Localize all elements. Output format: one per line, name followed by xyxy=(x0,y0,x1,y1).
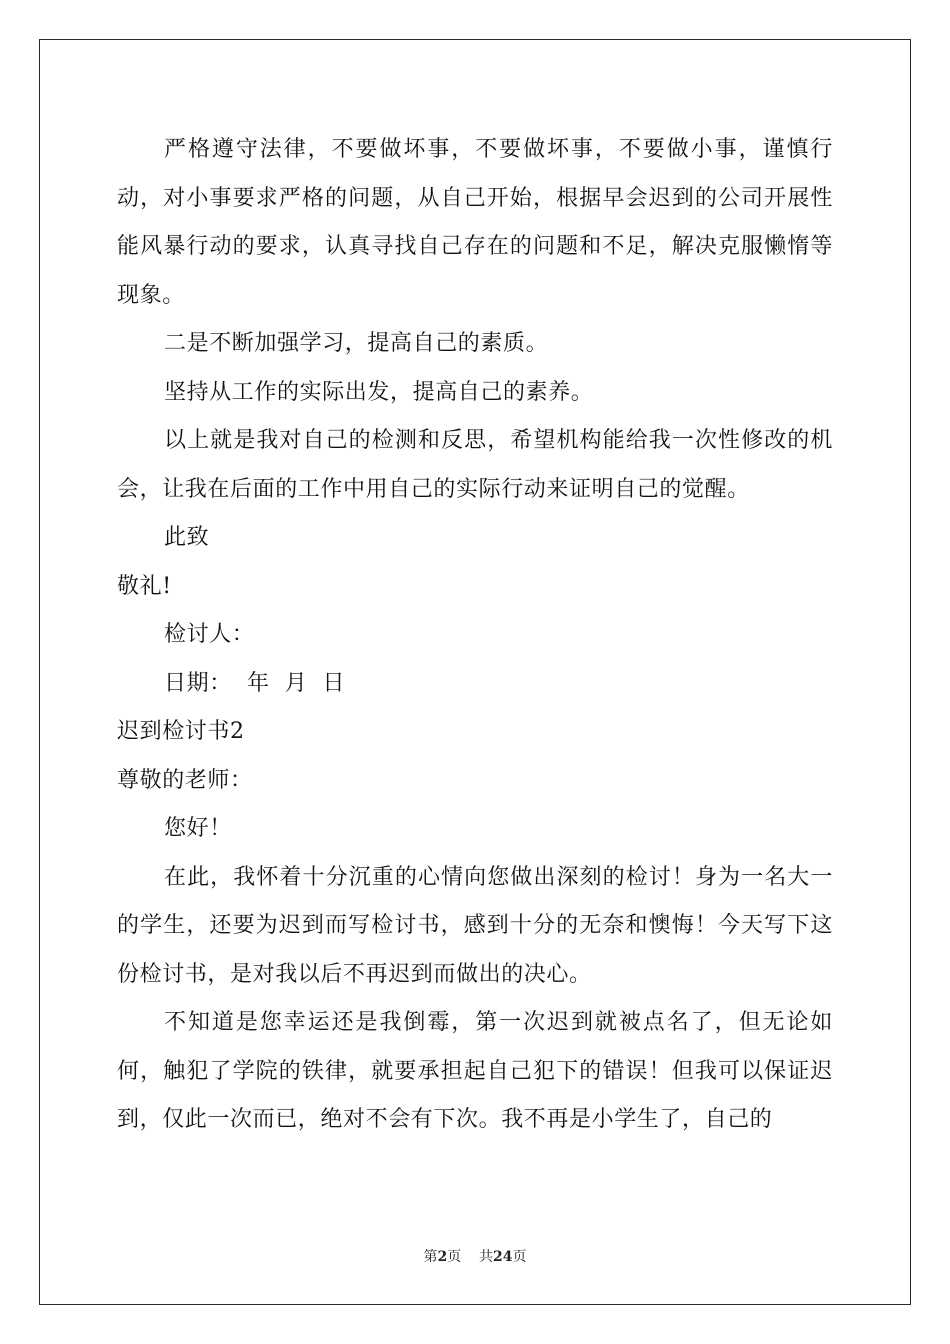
paragraph-conduct: 严格遵守法律，不要做坏事，不要做坏事，不要做小事，谨慎行动，对小事要求严格的问题，从自己开始，根据早会迟到的公司开展性能风暴行动的要求，认真寻找自己存在的问题和不足，解决克服懒惰等现象。 xyxy=(117,137,833,308)
greeting: 您好！ xyxy=(164,816,232,841)
document-body xyxy=(117,126,833,1145)
footer-page-suffix: 页 xyxy=(447,1249,462,1265)
closing-cizhi: 此致 xyxy=(164,525,210,550)
paragraph-first-late: 不知道是您幸运还是我倒霉，第一次迟到就被点名了，但无论如何，触犯了学院的铁律，就要承担起自己犯下的错误！但我可以保证迟到，仅此一次而已，绝对不会有下次。我不再是小学生了，自己的 xyxy=(117,1010,833,1132)
salutation: 尊敬的老师： xyxy=(117,767,253,793)
signature-line: 检讨人： xyxy=(164,622,255,647)
footer-total-prefix: 共 xyxy=(479,1249,494,1265)
paragraph-practice: 坚持从工作的实际出发，提高自己的素养。 xyxy=(164,379,594,405)
date-line: 日期： 年 月 日 xyxy=(164,670,346,696)
closing-jingli: 敬礼! xyxy=(117,573,172,599)
footer-page-number: 2 xyxy=(437,1249,448,1265)
page-footer xyxy=(0,1248,950,1266)
paragraph-reflection: 以上就是我对自己的检测和反思，希望机构能给我一次性修改的机会，让我在后面的工作中用自己的实际行动来证明自己的觉醒。 xyxy=(117,428,833,502)
footer-total-pages: 24 xyxy=(493,1249,513,1265)
footer-page-prefix: 第 xyxy=(423,1249,438,1265)
section-title: 迟到检讨书2 xyxy=(117,719,245,744)
paragraph-intro: 在此，我怀着十分沉重的心情向您做出深刻的检讨！身为一名大一的学生，还要为迟到而写检讨书，感到十分的无奈和懊悔！今天写下这份检讨书，是对我以后不再迟到而做出的决心。 xyxy=(117,864,833,987)
footer-total-suffix: 页 xyxy=(512,1249,527,1265)
paragraph-study: 二是不断加强学习，提高自己的素质。 xyxy=(164,331,549,356)
